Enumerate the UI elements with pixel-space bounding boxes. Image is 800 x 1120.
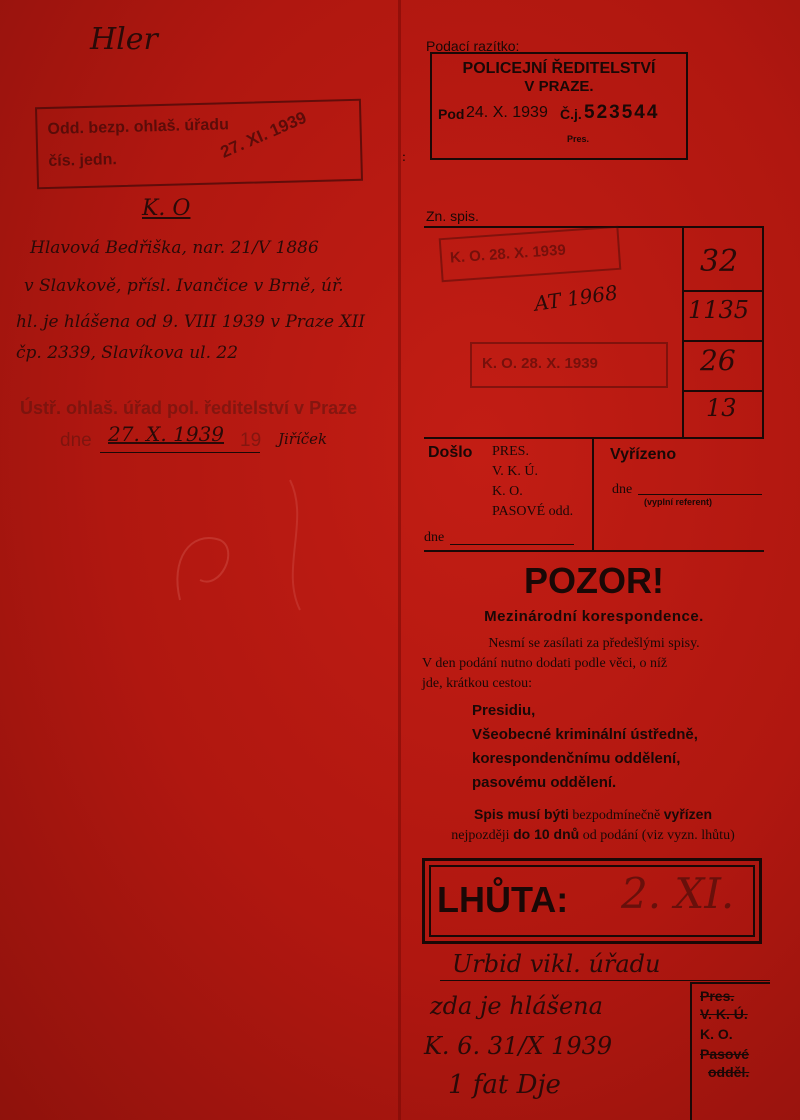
bottom-box-4: Pasové [700, 1046, 750, 1062]
ko-stamp-1 [439, 226, 622, 282]
bottom-hand-line-2: zda je hlášena [430, 992, 603, 1020]
bottom-box-2: V. K. Ú. [700, 1006, 748, 1022]
left-stamp-line1: Odd. bezp. ohlaš. úřadu [47, 116, 230, 138]
lhuta-label: LHŮTA: [437, 879, 569, 920]
lhuta-box [422, 858, 762, 944]
ohlas-dne-label: dne [60, 430, 92, 451]
podaci-pod-label: Pod [438, 106, 465, 122]
vyrizeno-referent: (vyplní referent) [644, 497, 713, 507]
hand-line-1: Hlavová Bedřiška, nar. 21/V 1886 [30, 238, 319, 258]
hand-line-4: čp. 2339, Slavíkova ul. 22 [16, 343, 239, 363]
bottom-box-top [690, 982, 770, 984]
pozor-line-3: jde, krátkou cestou: [422, 676, 533, 691]
podaci-line2: V PRAZE. [524, 78, 594, 95]
table-mid-line [682, 226, 684, 438]
hand-line-3: hl. je hlášena od 9. VIII 1939 v Praze XII [16, 312, 366, 332]
vyrizeno-label: Vyřízeno [610, 446, 677, 463]
table-right-line [762, 226, 764, 438]
top-left-note: Hler [90, 22, 158, 57]
left-stamp [35, 99, 363, 190]
bottom-hand-sig: 1 fat Dje [448, 1070, 561, 1100]
ko-stamp-1-text: K. O. 28. X. 1939 [449, 241, 567, 267]
podaci-stamp [430, 52, 688, 160]
ohlas-underline [100, 452, 260, 453]
pozor-target-1: Presidiu, [472, 702, 536, 719]
footer-normal-3: od podání (viz vyzn. lhůtu) [582, 828, 735, 843]
bottom-hand-line-3: K. 6. 31/X 1939 [424, 1032, 613, 1060]
footer-bold-2: vyřízen [663, 806, 713, 822]
ohlas-year-suffix: 19 [240, 430, 262, 451]
table-row-line-1 [682, 290, 764, 292]
podaci-label: Podací razítko: [426, 38, 520, 54]
doslo-option-2: V. K. Ú. [492, 464, 539, 479]
podaci-date: 24. X. 1939 [466, 104, 548, 121]
doslo-top-line [424, 437, 764, 439]
vyrizeno-dne: dne [612, 482, 633, 497]
doslo-dne-line [450, 544, 574, 545]
footer-normal-2: nejpozději [451, 828, 510, 843]
ko-stamp-2 [470, 342, 668, 388]
bottom-box-1: Pres. [700, 988, 735, 1004]
spis-code: AT 1968 [532, 280, 620, 316]
table-row-line-3 [682, 390, 764, 392]
lhuta-value: 2. XI. [621, 869, 735, 918]
pozor-line-2: V den podání nutno dodati podle věci, o níž [422, 656, 668, 671]
pozor-target-3: korespondenčnímu oddělení, [472, 750, 681, 767]
podaci-number: 523544 [584, 102, 660, 123]
footer-bold-1: Spis musí býti [473, 806, 569, 822]
hand-line-2: v Slavkově, přísl. Ivančice v Brně, úř. [24, 276, 344, 296]
podaci-dots: : [402, 150, 406, 165]
podaci-cj-label: Č.j. [560, 106, 582, 122]
file-ref: K. O [142, 196, 191, 221]
fold-line [398, 0, 401, 1120]
bottom-box-5: odděl. [708, 1064, 750, 1080]
doslo-bottom-line [424, 550, 764, 552]
doslo-label: Došlo [428, 444, 473, 461]
table-number-1: 32 [700, 244, 739, 279]
pozor-subtitle: Mezinárodní korespondence. [484, 608, 704, 625]
zn-spis-label: Zn. spis. [426, 208, 479, 224]
podaci-small: Pres. [567, 134, 590, 144]
left-stamp-line2: čís. jedn. [48, 151, 118, 170]
bottom-hand-rule-1 [440, 980, 770, 981]
ko-stamp-2-text: K. O. 28. X. 1939 [482, 355, 598, 372]
ohlas-stamp-line: Ústř. ohlaš. úřad pol. ředitelství v Praze [20, 398, 358, 418]
table-number-2: 1135 [688, 296, 750, 324]
footer-normal-1: bezpodmínečně [572, 808, 661, 823]
left-stamp-date: 27. XI. 1939 [217, 107, 310, 162]
doslo-option-3: K. O. [492, 484, 523, 499]
pozor-title: POZOR! [524, 560, 664, 601]
pozor-line-1: Nesmí se zasílati za předešlými spisy. [488, 636, 700, 651]
ohlas-date: 27. X. 1939 [108, 422, 225, 446]
pozor-target-4: pasovému oddělení. [472, 774, 617, 791]
podaci-line1: POLICEJNÍ ŘEDITELSTVÍ [462, 60, 656, 77]
bottom-box-left [690, 982, 692, 1120]
pozor-target-2: Všeobecné kriminální ústředně, [472, 726, 698, 743]
bottom-hand-line-1: Urbid vikl. úřadu [452, 950, 661, 978]
vyrizeno-dne-line [638, 494, 762, 495]
table-row-line-2 [682, 340, 764, 342]
doslo-option-4: PASOVÉ odd. [492, 504, 574, 519]
pozor-footer-2 [418, 826, 768, 844]
table-number-3: 26 [700, 344, 736, 377]
pencil-scribble [160, 460, 340, 620]
bottom-box-3: K. O. [700, 1026, 733, 1042]
ohlas-signature: Jiříček [278, 430, 328, 448]
footer-bold-3: do 10 dnů [513, 826, 580, 842]
table-number-4: 13 [706, 394, 737, 422]
pozor-footer-1 [418, 806, 768, 824]
doslo-divider [592, 437, 594, 551]
doslo-dne: dne [424, 530, 445, 545]
doslo-option-1: PRES. [492, 444, 529, 459]
